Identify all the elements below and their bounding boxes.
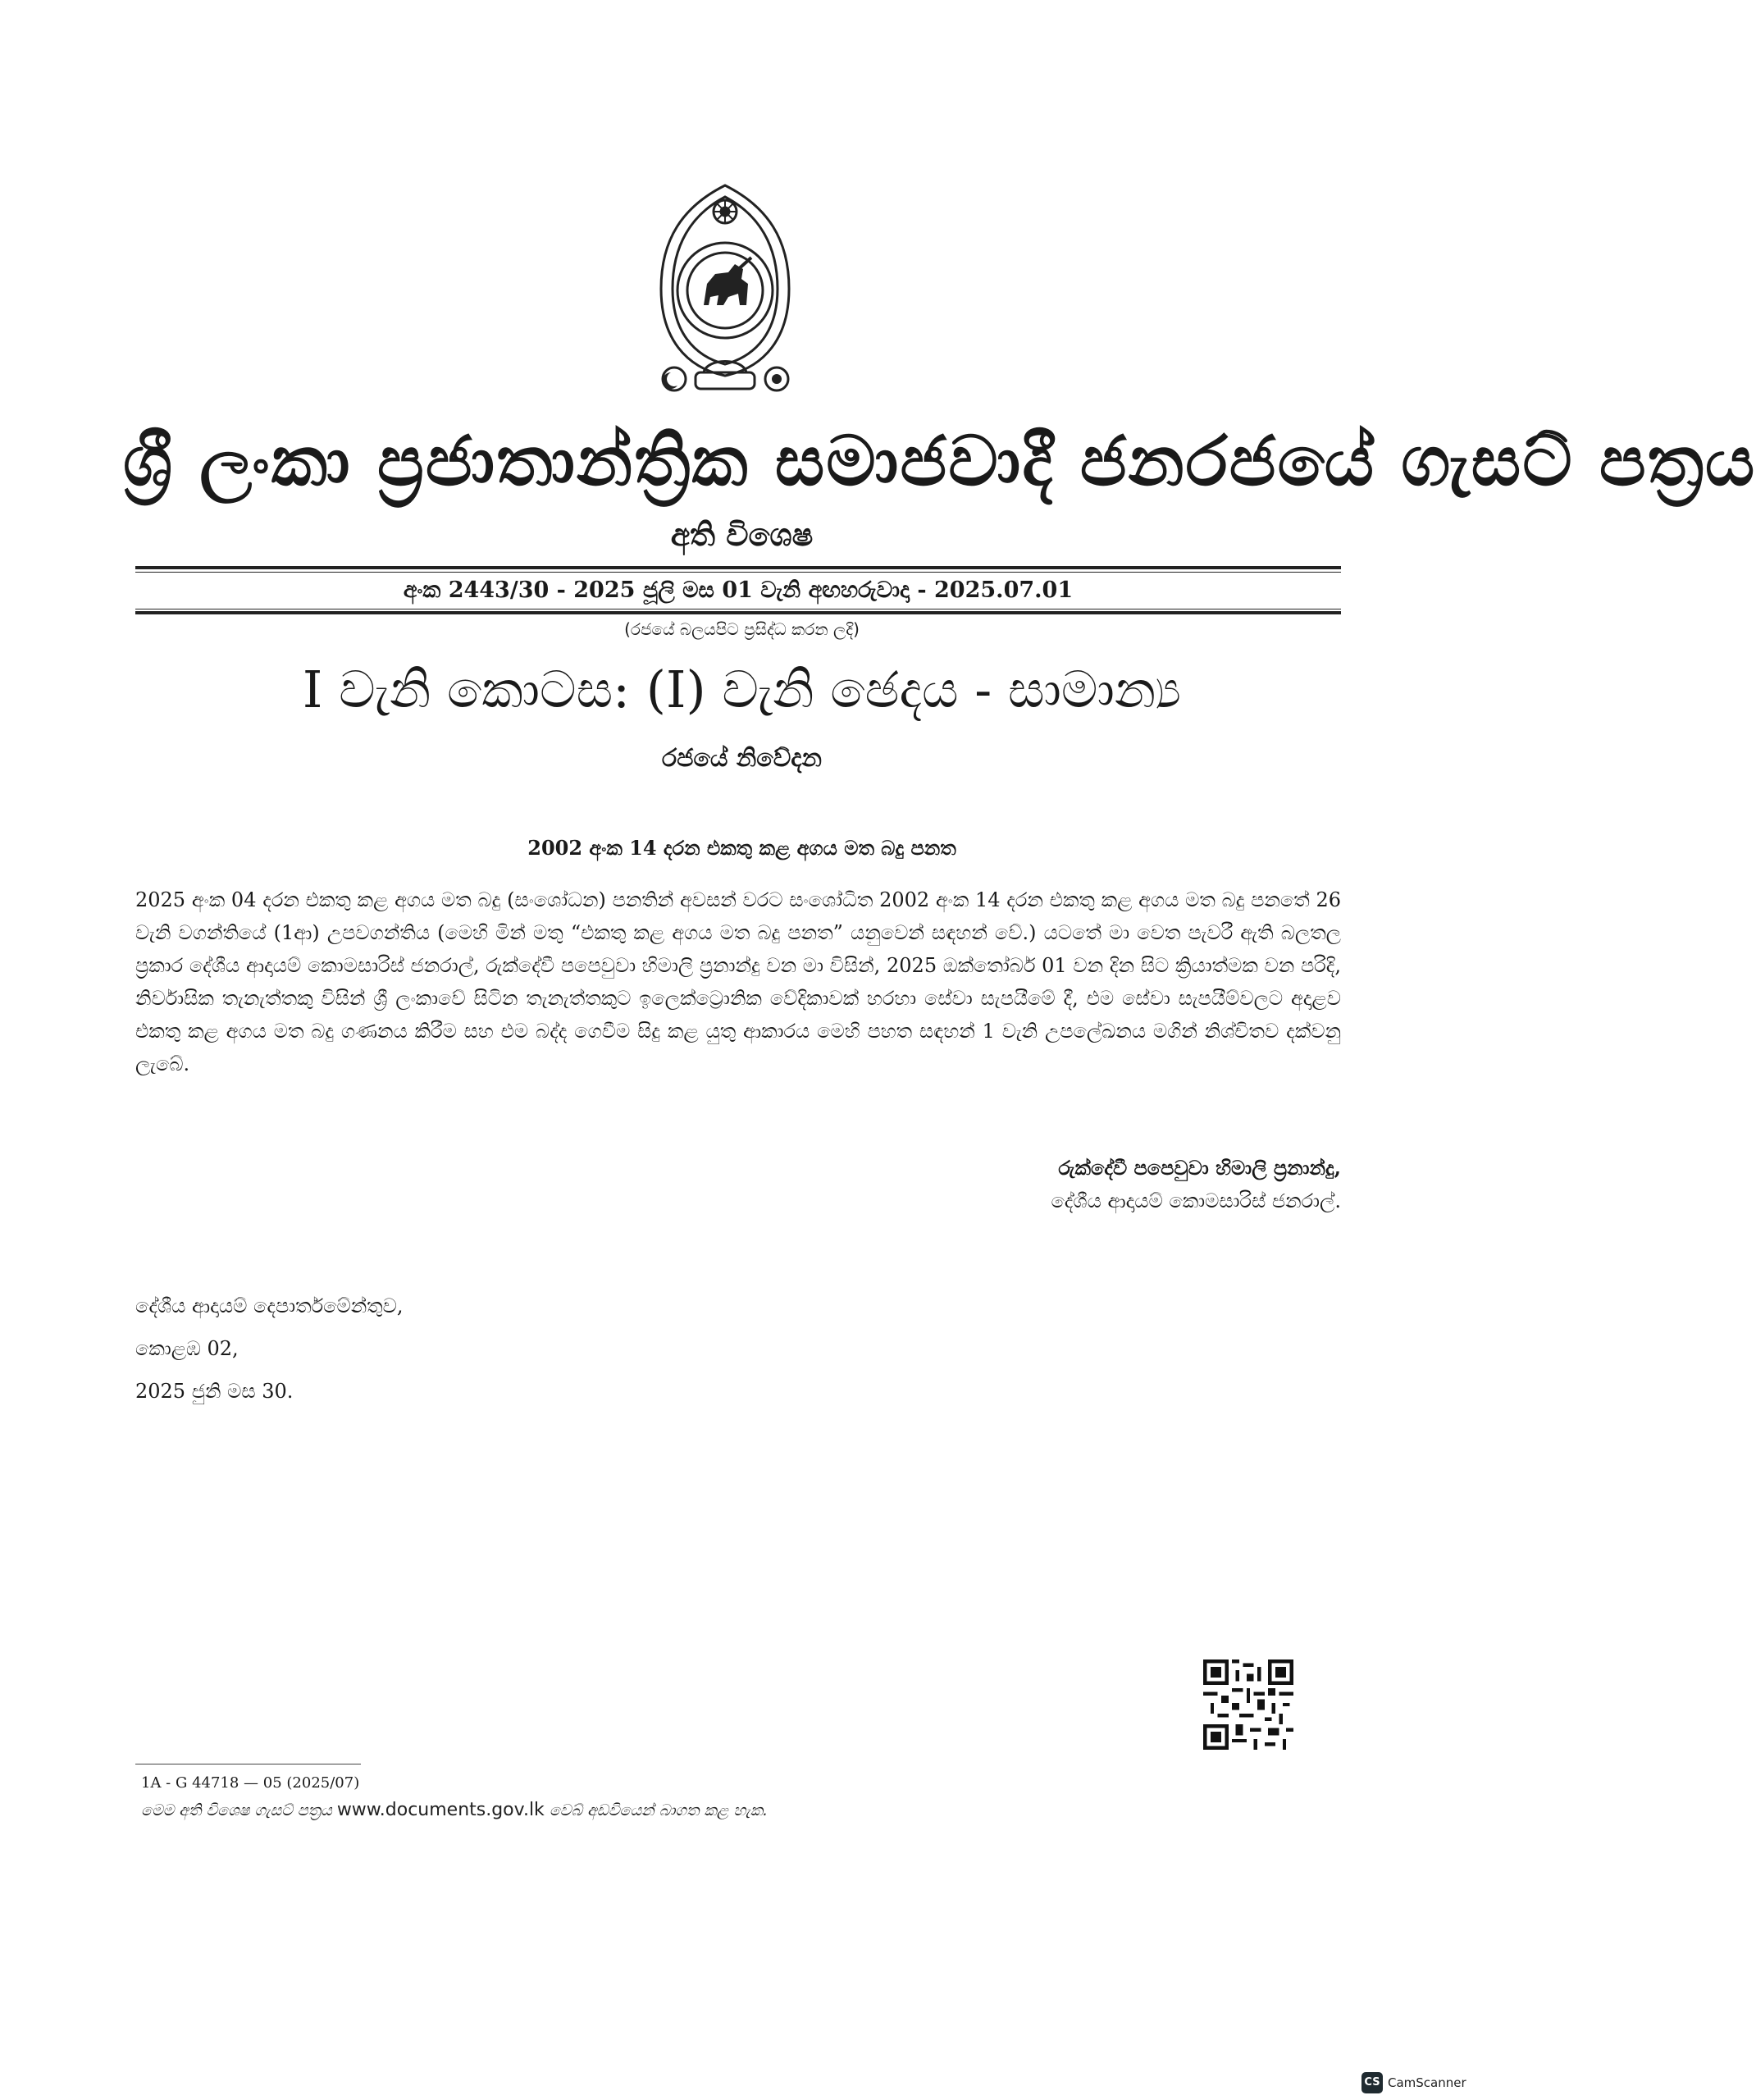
print-code: 1A - G 44718 — 05 (2025/07): [141, 1774, 360, 1792]
header-rule-top-thin: [135, 572, 1341, 573]
signature-block: [738, 1152, 1341, 1217]
published-by-authority: (රජයේ බලයපිට ප්‍රසිද්ධ කරන ලදි): [624, 619, 860, 639]
notice-body: 2025 අංක 04 දරන එකතු කළ අගය මත බදු (සංශෝධන) පනතින් අවසන් වරට සංශෝධිත 2002 අංක 14 දරන එකතු කළ අගය මත බදු පනතේ 26 වැනි වගන්තියේ (1ආ) උපවගන්තිය (මෙහි මින් මතු “එකතු කළ අගය මත බදු පනත” යනුවෙන් සඳහන් වේ.) යටතේ මා වෙත පැවරී ඇති බලතල ප්‍රකාර දේශීය ආදායම් කොමසාරිස් ජනරාල්, රුක්දේවී පපෙවුවා හිමාලි ප්‍රනාන්දු වන මා විසින්, 2025 ඔක්තෝබර් 01 වන දින සිට ක්‍රියාත්මක වන පරිදි, නිර්වාසික තැනැත්තකු විසින් ශ්‍රී ලංකාවේ සිටින තැනැත්තකුට ඉලෙක්ට්‍රොනික වේදිකාවක් හරහා සේවා සැපයීමේ දී, එම සේවා සැපයීම්වලට අදාළව එකතු කළ අගය මත බදු ගණනය කිරීම සහ එම බද්ද ගෙවීම සිදු කළ යුතු ආකාරය මෙහි පහත සඳහන් 1 වැනි උපලේඛනය මගින් නිශ්චිතව දක්වනු ලැබේ.: [135, 888, 1341, 1075]
state-emblem-icon: [650, 182, 801, 397]
government-notifications-heading: රජයේ නිවේදන: [662, 744, 822, 773]
address-city: කොළඹ 02,: [135, 1337, 239, 1360]
download-note: [141, 1798, 768, 1823]
gazette-extraordinary-label: අති විශෙෂ: [670, 517, 814, 553]
camscanner-label: CamScanner: [1388, 2075, 1466, 2090]
documents-website-link[interactable]: www.documents.gov.lk: [336, 1800, 545, 1820]
issuing-address: [135, 1285, 709, 1413]
issue-number-date: අංක 2443/30 - 2025 ජූලි මස 01 වැනි අඟහරුවාදා - 2025.07.01: [403, 578, 1074, 603]
header-rule-bottom-thick: [135, 611, 1341, 614]
signatory-name: රුක්දේවී පපෙවුවා හිමාලි ප්‍රනාන්දු,: [1058, 1156, 1341, 1180]
download-note-prefix: මෙම අති විශෙෂ ගැසට් පත්‍රය: [141, 1801, 332, 1819]
notice-date: 2025 ජුනි මස 30.: [135, 1380, 294, 1403]
camscanner-watermark: [1361, 2070, 1466, 2095]
header-rule-top-thick: [135, 566, 1341, 569]
qr-code-icon: [1203, 1659, 1293, 1750]
notice-title: 2002 අංක 14 දරන එකතු කළ අගය මත බදු පනත: [527, 836, 956, 860]
download-note-suffix: වෙබ් අඩවියෙන් බාගත කළ හැක.: [549, 1801, 769, 1819]
address-department: දේශීය ආදායම් දෙපාර්තමේන්තුව,: [135, 1294, 404, 1317]
signatory-title: දේශීය ආදායම් කොමසාරිස් ජනරාල්.: [1051, 1189, 1341, 1212]
gazette-masthead-title: ශ්‍රී ලංකා ප්‍රජාතාන්ත්‍රික සමාජවාදී ජනරජයේ ගැසට් පත්‍රය: [123, 421, 1756, 501]
camscanner-logo-icon: CS: [1361, 2072, 1383, 2093]
part-section-title: I වැනි කොටස: (I) වැනි ඡෙදය - සාමාන්‍ය: [302, 660, 1182, 719]
